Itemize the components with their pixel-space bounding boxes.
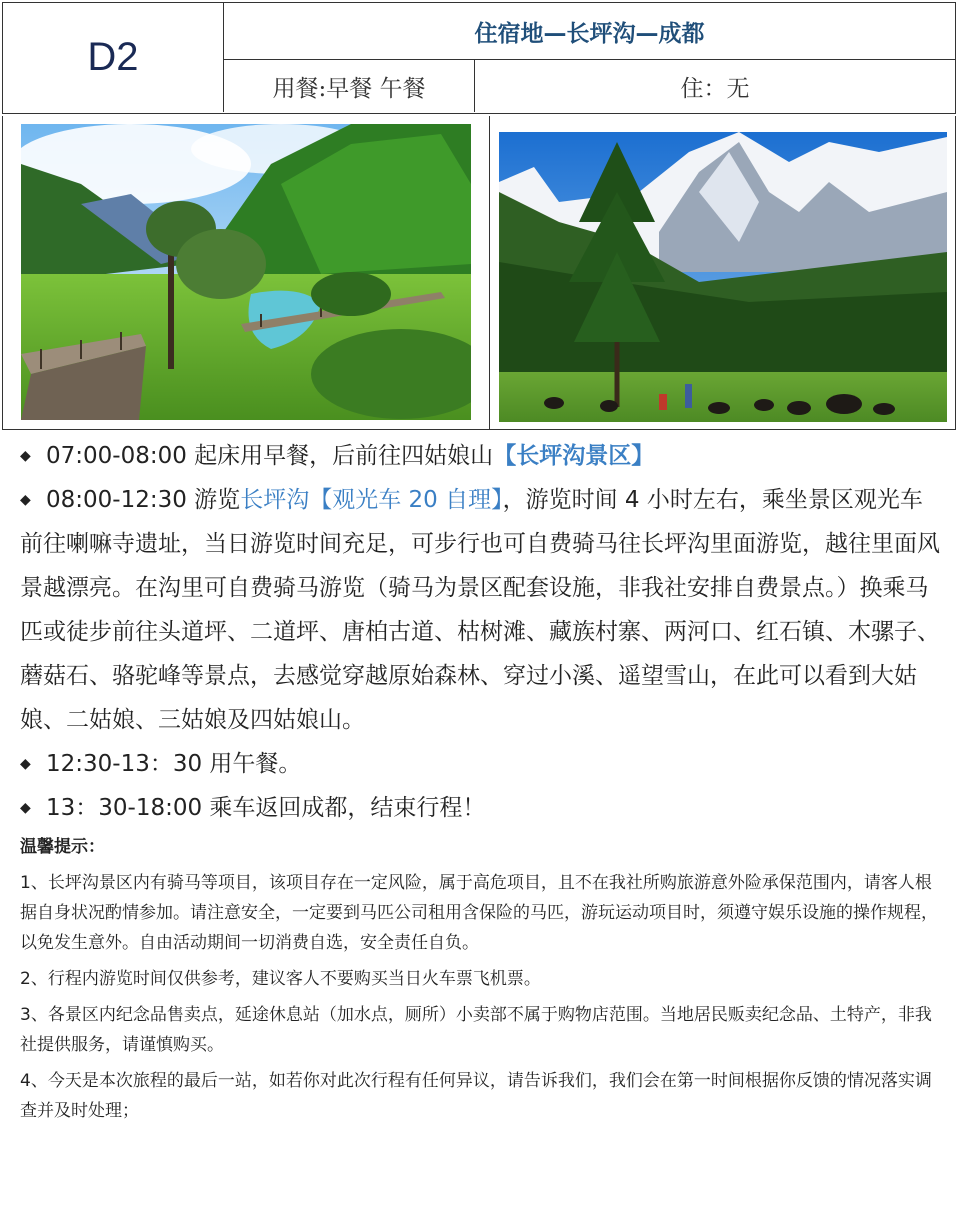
tip-item: 2、行程内游览时间仅供参考，建议客人不要购买当日火车票飞机票。 xyxy=(20,969,541,989)
day-header-table xyxy=(2,2,956,114)
item-text: 用午餐。 xyxy=(202,751,302,777)
item-time: 13：30-18:00 xyxy=(46,795,203,821)
tip-item: 1、长坪沟景区内有骑马等项目，该项目存在一定风险，属于高危项目，且不在我社所购旅游意外险承保范围内，请客人根据自身状况酌情参加。请注意安全，一定要到马匹公司租用含保险的马匹，游玩运动项目时，须遵守娱乐设施的操作规程，以免发生意外。自由活动期间一切消费自选，安全责任自负。 xyxy=(20,873,938,953)
item-text: 起床用早餐，后前往四姑娘山 xyxy=(186,443,494,469)
itinerary-item xyxy=(20,478,944,742)
item-text: ，游览时间 4 小时左右，乘坐景区观光车前往喇嘛寺遗址，当日游览时间充足，可步行也可自费骑马往长坪沟里面游览，越往里面风景越漂亮。在沟里可自费骑马游览（骑马为景区配套设施，非我社安排自费景点。）换乘马匹或徒步前往头道坪、二道坪、唐柏古道、枯树滩、藏族村寨、两河口、红石镇、木骡子、蘑菇石、骆驼峰等景点，去感觉穿越原始森林、穿过小溪、遥望雪山，在此可以看到大姑娘、二姑娘、三姑娘及四姑娘山。 xyxy=(20,487,940,733)
tip-item: 3、各景区内纪念品售卖点，延途休息站（加水点，厕所）小卖部不属于购物店范围。当地居民贩卖纪念品、土特产，非我社提供服务，请谨慎购买。 xyxy=(20,1005,932,1055)
item-time: 07:00-08:00 xyxy=(46,443,187,469)
item-highlight: 长坪沟 xyxy=(240,487,310,513)
accommodation-info: 住：无 xyxy=(680,75,750,102)
itinerary-item xyxy=(20,742,944,786)
meal-info: 用餐:早餐 午餐 xyxy=(224,60,475,112)
route-title: 住宿地—长坪沟—成都 xyxy=(224,3,955,60)
snow-mountain-yak-photo xyxy=(499,132,947,422)
itinerary-list xyxy=(20,434,944,830)
item-highlight: 【长坪沟景区】 xyxy=(493,443,655,469)
diamond-bullet-icon: ◆ xyxy=(20,756,31,772)
item-time: 12:30-13：30 xyxy=(46,751,203,777)
item-time: 08:00-12:30 xyxy=(46,487,187,513)
day-label: D2 xyxy=(3,3,224,112)
item-text: 乘车返回成都，结束行程！ xyxy=(202,795,486,821)
photo-row xyxy=(2,116,956,430)
diamond-bullet-icon: ◆ xyxy=(20,800,31,816)
itinerary-item xyxy=(20,434,944,478)
diamond-bullet-icon: ◆ xyxy=(20,448,31,464)
diamond-bullet-icon: ◆ xyxy=(20,492,31,508)
valley-bridge-photo xyxy=(21,124,471,420)
photo-divider xyxy=(489,116,490,429)
tip-item: 4、今天是本次旅程的最后一站，如若你对此次行程有任何异议，请告诉我们，我们会在第一时间根据你反馈的情况落实调查并及时处理； xyxy=(20,1071,932,1121)
item-highlight: 【观光车 20 自理】 xyxy=(309,487,503,513)
itinerary-item xyxy=(20,786,944,830)
item-text: 游览 xyxy=(186,487,241,513)
tips-section xyxy=(20,832,944,1132)
tips-title: 温馨提示： xyxy=(20,837,105,857)
